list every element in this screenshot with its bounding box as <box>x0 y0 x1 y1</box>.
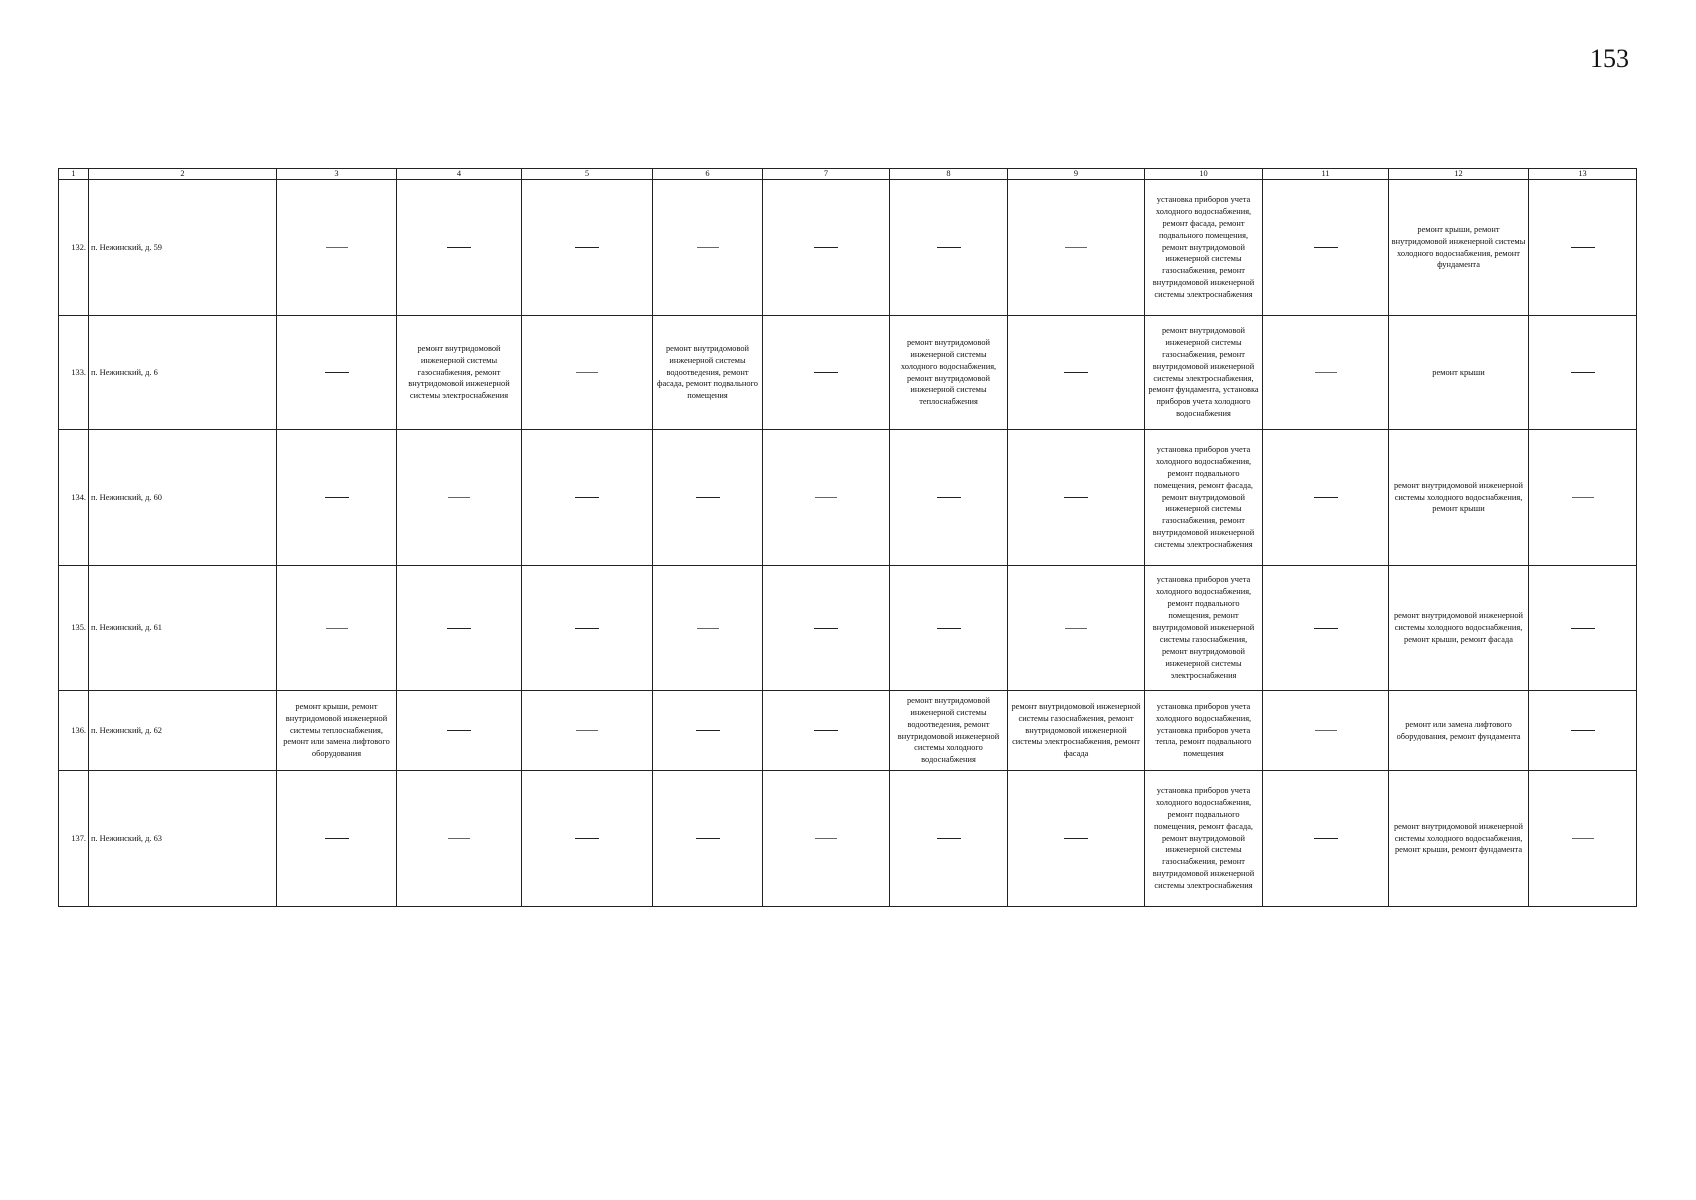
empty-dash-cell <box>522 566 653 691</box>
empty-dash-cell <box>890 180 1008 316</box>
empty-dash-cell <box>890 566 1008 691</box>
work-description: ремонт внутридомовой инженерной системы газоснабжения, ремонт внутридомовой инженерной системы электроснабжения, ремонт фундамента, установка приборов учета холодного водоснабжения <box>1148 325 1259 419</box>
empty-dash-cell <box>1529 316 1637 430</box>
address-cell: п. Нежинский, д. 62 <box>89 691 277 771</box>
empty-dash-cell <box>1529 691 1637 771</box>
empty-dash-cell <box>522 180 653 316</box>
dash-mark <box>1571 372 1595 373</box>
empty-dash-cell <box>653 430 763 566</box>
address-cell: п. Нежинский, д. 59 <box>89 180 277 316</box>
dash-mark <box>937 247 961 248</box>
work-description: ремонт внутридомовой инженерной системы холодного водоснабжения, ремонт крыши, ремонт фасада <box>1393 611 1523 644</box>
work-description: установка приборов учета холодного водоснабжения, установка приборов учета тепла, ремонт подвального помещения <box>1155 701 1252 759</box>
dash-mark <box>1064 838 1088 839</box>
work-description: ремонт внутридомовой инженерной системы водоотведения, ремонт внутридомовой инженерной системы холодного водоснабжения <box>897 695 1000 765</box>
dash-mark <box>448 497 470 498</box>
empty-dash-cell <box>1263 771 1389 907</box>
empty-dash-cell <box>522 316 653 430</box>
table-row <box>59 180 1637 316</box>
column-number-7: 7 <box>763 169 890 180</box>
work-description-cell <box>1389 180 1529 316</box>
empty-dash-cell <box>1008 316 1145 430</box>
work-description: ремонт внутридомовой инженерной системы холодного водоснабжения, ремонт крыши, ремонт фундамента <box>1393 821 1523 855</box>
empty-dash-cell <box>653 691 763 771</box>
work-description: установка приборов учета холодного водоснабжения, ремонт подвального помещения, ремонт фасада, ремонт внутридомовой инженерной системы газоснабжения, ремонт внутридомовой инженерной системы электроснабжения <box>1152 444 1255 550</box>
dash-mark <box>575 497 599 498</box>
empty-dash-cell <box>1008 430 1145 566</box>
empty-dash-cell <box>397 430 522 566</box>
column-number-6: 6 <box>653 169 763 180</box>
dash-mark <box>325 497 349 498</box>
table-row <box>59 566 1637 691</box>
work-description-cell <box>397 316 522 430</box>
column-number-9: 9 <box>1008 169 1145 180</box>
work-description: ремонт крыши, ремонт внутридомовой инженерной системы теплоснабжения, ремонт или замена лифтового оборудования <box>283 701 390 759</box>
work-description: установка приборов учета холодного водоснабжения, ремонт фасада, ремонт подвального помещения, ремонт внутридомовой инженерной системы газоснабжения, ремонт внутридомовой инженерной системы электроснабжения <box>1152 194 1255 300</box>
column-number-10: 10 <box>1145 169 1263 180</box>
empty-dash-cell <box>1008 566 1145 691</box>
empty-dash-cell <box>1008 771 1145 907</box>
work-description-cell <box>277 691 397 771</box>
work-description-cell <box>1145 566 1263 691</box>
empty-dash-cell <box>1529 566 1637 691</box>
empty-dash-cell <box>397 566 522 691</box>
work-description-cell <box>1389 771 1529 907</box>
address-cell: п. Нежинский, д. 61 <box>89 566 277 691</box>
empty-dash-cell <box>277 180 397 316</box>
dash-mark <box>1065 247 1087 248</box>
dash-mark <box>1314 838 1338 839</box>
column-number-13: 13 <box>1529 169 1637 180</box>
work-description: установка приборов учета холодного водоснабжения, ремонт подвального помещения, ремонт внутридомовой инженерной системы газоснабжения, ремонт внутридомовой инженерной системы электроснабжения <box>1152 575 1255 680</box>
dash-mark <box>814 730 838 731</box>
empty-dash-cell <box>397 180 522 316</box>
row-number: 132. <box>59 180 89 316</box>
empty-dash-cell <box>653 566 763 691</box>
work-description-cell <box>653 316 763 430</box>
empty-dash-cell <box>763 180 890 316</box>
empty-dash-cell <box>522 430 653 566</box>
dash-mark <box>1064 372 1088 373</box>
repair-plan-table <box>58 168 1637 907</box>
column-number-5: 5 <box>522 169 653 180</box>
empty-dash-cell <box>890 771 1008 907</box>
table-row <box>59 316 1637 430</box>
work-description: установка приборов учета холодного водоснабжения, ремонт подвального помещения, ремонт фасада, ремонт внутридомовой инженерной системы газоснабжения, ремонт внутридомовой инженерной системы электроснабжения <box>1152 785 1255 891</box>
dash-mark <box>1571 247 1595 248</box>
empty-dash-cell <box>1263 691 1389 771</box>
dash-mark <box>1571 730 1595 731</box>
work-description: ремонт крыши <box>1432 367 1485 377</box>
row-number: 137. <box>59 771 89 907</box>
work-description-cell <box>1389 691 1529 771</box>
empty-dash-cell <box>277 566 397 691</box>
row-number: 135. <box>59 566 89 691</box>
column-number-3: 3 <box>277 169 397 180</box>
empty-dash-cell <box>1529 771 1637 907</box>
table-row <box>59 430 1637 566</box>
empty-dash-cell <box>1008 180 1145 316</box>
work-description: ремонт внутридомовой инженерной системы газоснабжения, ремонт внутридомовой инженерной системы электроснабжения, ремонт фасада <box>1011 701 1141 759</box>
empty-dash-cell <box>1263 430 1389 566</box>
dash-mark <box>1571 628 1595 629</box>
empty-dash-cell <box>277 771 397 907</box>
column-number-8: 8 <box>890 169 1008 180</box>
work-description-cell <box>1145 771 1263 907</box>
dash-mark <box>325 372 349 373</box>
dash-mark <box>1315 372 1337 373</box>
work-description-cell <box>890 691 1008 771</box>
row-number: 134. <box>59 430 89 566</box>
empty-dash-cell <box>1529 430 1637 566</box>
column-number-2: 2 <box>89 169 277 180</box>
dash-mark <box>815 497 837 498</box>
work-description: ремонт внутридомовой инженерной системы газоснабжения, ремонт внутридомовой инженерной системы электроснабжения <box>408 343 510 401</box>
empty-dash-cell <box>277 430 397 566</box>
work-description-cell <box>1145 430 1263 566</box>
work-description-cell <box>1145 691 1263 771</box>
column-number-12: 12 <box>1389 169 1529 180</box>
dash-mark <box>937 628 961 629</box>
dash-mark <box>576 372 598 373</box>
dash-mark <box>1065 628 1087 629</box>
empty-dash-cell <box>397 771 522 907</box>
dash-mark <box>814 247 838 248</box>
empty-dash-cell <box>763 430 890 566</box>
table-row <box>59 771 1637 907</box>
dash-mark <box>575 628 599 629</box>
dash-mark <box>937 838 961 839</box>
dash-mark <box>1572 838 1594 839</box>
address-cell: п. Нежинский, д. 6 <box>89 316 277 430</box>
dash-mark <box>575 838 599 839</box>
work-description: ремонт внутридомовой инженерной системы холодного водоснабжения, ремонт крыши <box>1393 480 1523 514</box>
dash-mark <box>814 628 838 629</box>
empty-dash-cell <box>397 691 522 771</box>
empty-dash-cell <box>763 566 890 691</box>
address-cell: п. Нежинский, д. 60 <box>89 430 277 566</box>
work-description-cell <box>1389 430 1529 566</box>
column-number-4: 4 <box>397 169 522 180</box>
dash-mark <box>696 497 720 498</box>
dash-mark <box>697 628 719 629</box>
work-description-cell <box>1389 566 1529 691</box>
address-cell: п. Нежинский, д. 63 <box>89 771 277 907</box>
column-number-11: 11 <box>1263 169 1389 180</box>
dash-mark <box>447 247 471 248</box>
dash-mark <box>326 247 348 248</box>
dash-mark <box>325 838 349 839</box>
work-description: ремонт или замена лифтового оборудования, ремонт фундамента <box>1396 719 1521 741</box>
dash-mark <box>1314 497 1338 498</box>
work-description: ремонт внутридомовой инженерной системы холодного водоснабжения, ремонт внутридомовой инженерной системы теплоснабжения <box>900 337 997 407</box>
dash-mark <box>1314 628 1338 629</box>
empty-dash-cell <box>277 316 397 430</box>
empty-dash-cell <box>890 430 1008 566</box>
dash-mark <box>447 628 471 629</box>
table-body <box>59 180 1637 907</box>
dash-mark <box>1064 497 1088 498</box>
empty-dash-cell <box>763 316 890 430</box>
page-number: 153 <box>1590 44 1629 73</box>
dash-mark <box>326 628 348 629</box>
dash-mark <box>814 372 838 373</box>
work-description-cell <box>890 316 1008 430</box>
empty-dash-cell <box>763 691 890 771</box>
dash-mark <box>1572 497 1594 498</box>
empty-dash-cell <box>653 771 763 907</box>
work-description-cell <box>1145 180 1263 316</box>
dash-mark <box>448 838 470 839</box>
column-number-header-row <box>59 169 1637 180</box>
row-number: 136. <box>59 691 89 771</box>
dash-mark <box>576 730 598 731</box>
empty-dash-cell <box>653 180 763 316</box>
empty-dash-cell <box>1529 180 1637 316</box>
work-description-cell <box>1008 691 1145 771</box>
dash-mark <box>937 497 961 498</box>
dash-mark <box>1315 730 1337 731</box>
empty-dash-cell <box>522 771 653 907</box>
empty-dash-cell <box>763 771 890 907</box>
dash-mark <box>447 730 471 731</box>
row-number: 133. <box>59 316 89 430</box>
work-description-cell <box>1145 316 1263 430</box>
dash-mark <box>815 838 837 839</box>
dash-mark <box>696 838 720 839</box>
column-number-1: 1 <box>59 169 89 180</box>
table-row <box>59 691 1637 771</box>
empty-dash-cell <box>1263 316 1389 430</box>
empty-dash-cell <box>522 691 653 771</box>
dash-mark <box>575 247 599 248</box>
dash-mark <box>696 730 720 731</box>
work-description: ремонт крыши, ремонт внутридомовой инженерной системы холодного водоснабжения, ремонт фундамента <box>1391 224 1526 270</box>
empty-dash-cell <box>1263 566 1389 691</box>
empty-dash-cell <box>1263 180 1389 316</box>
dash-mark <box>1314 247 1338 248</box>
work-description: ремонт внутридомовой инженерной системы водоотведения, ремонт фасада, ремонт подвального помещения <box>657 343 758 401</box>
dash-mark <box>697 247 719 248</box>
work-description-cell <box>1389 316 1529 430</box>
